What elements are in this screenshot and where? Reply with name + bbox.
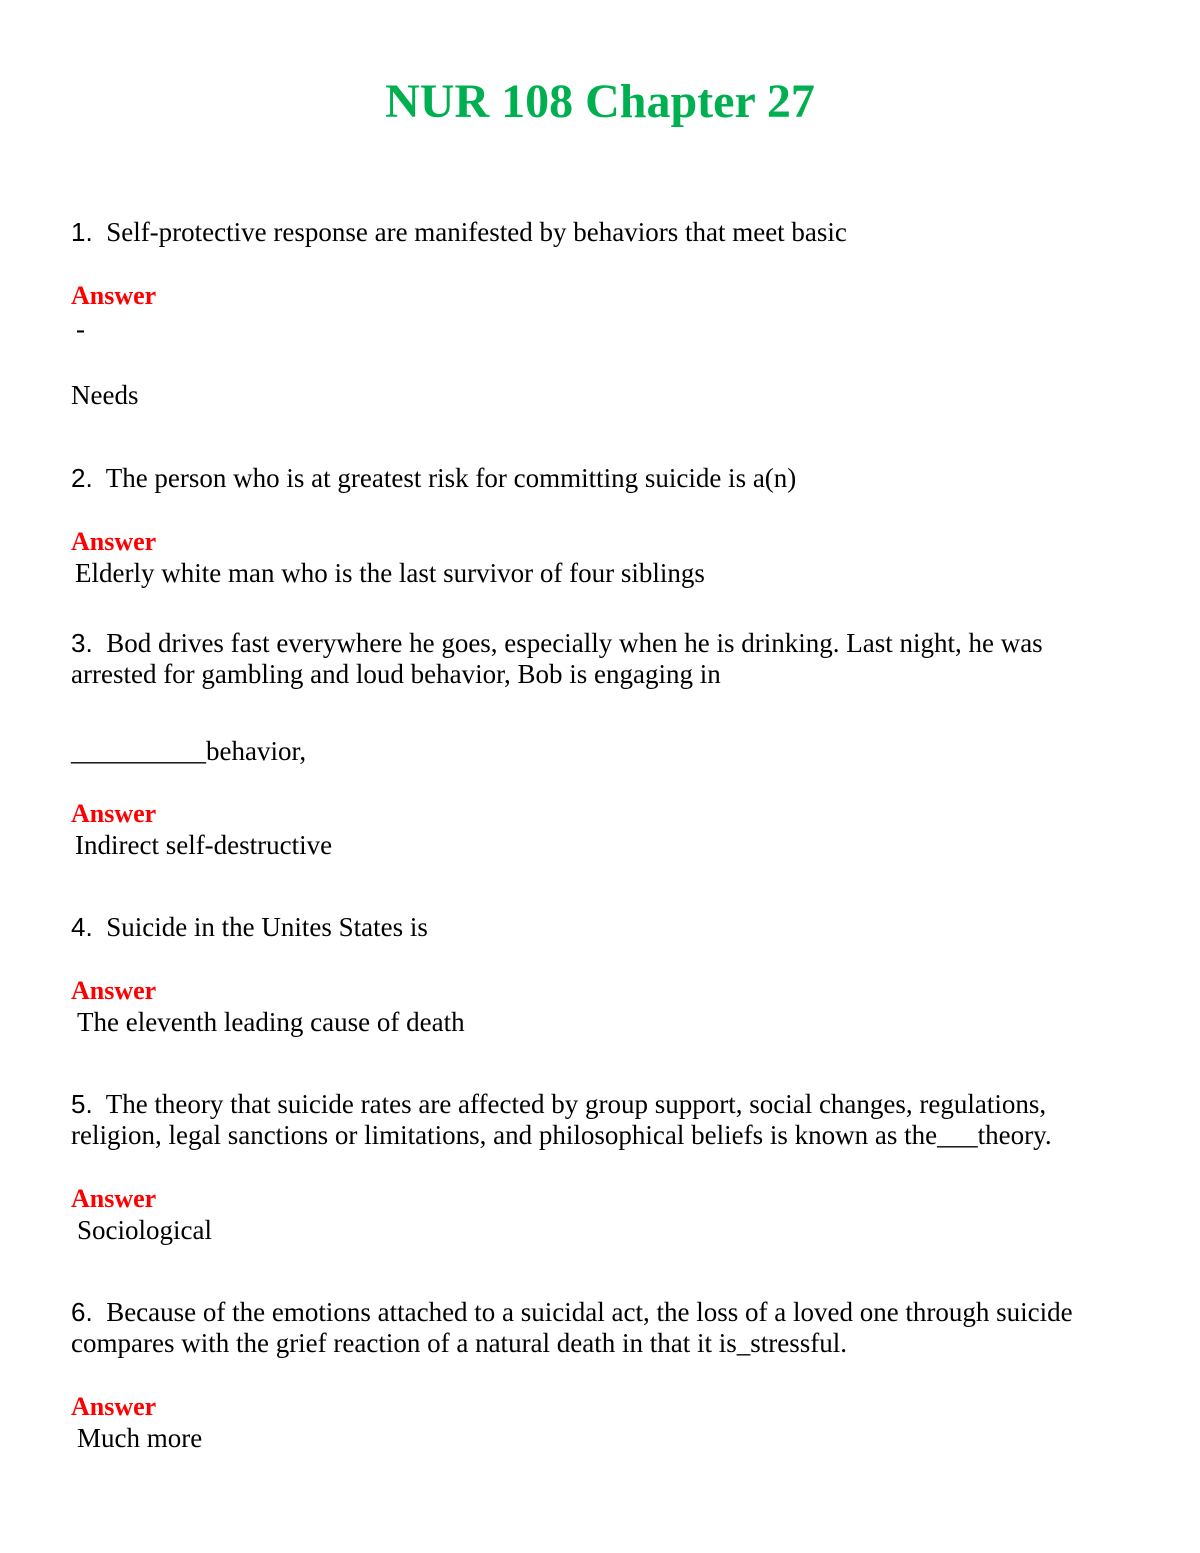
answer-text: Much more: [77, 1423, 203, 1453]
page-title: NUR 108 Chapter 27: [385, 75, 815, 128]
question-number: 6.: [71, 1297, 93, 1327]
question-number: 3.: [71, 628, 93, 658]
question-6: [71, 1297, 1131, 1359]
question-2: [71, 463, 1131, 494]
question-number: 2.: [71, 463, 93, 493]
answer-dash: -: [76, 314, 85, 344]
question-5: [71, 1089, 1131, 1151]
answer-label: Answer: [71, 1392, 157, 1421]
answer-text: Sociological: [77, 1215, 212, 1245]
answer-label: Answer: [71, 799, 157, 828]
question-number: 5.: [71, 1089, 93, 1119]
answer-text: Indirect self-destructive: [75, 830, 333, 860]
answer-label: Answer: [71, 527, 157, 556]
question-text: Bod drives fast everywhere he goes, especially when he is drinking. Last night, he was arrested for gambling and loud behavior, Bob is engaging in: [71, 628, 1043, 689]
answer-label: Answer: [71, 281, 157, 310]
fill-in-blank-line: __________behavior,: [71, 736, 307, 766]
answer-label: Answer: [71, 1184, 157, 1213]
question-1: [71, 217, 1131, 248]
question-text: The theory that suicide rates are affected by group support, social changes, regulations, religion, legal sanctions or limitations, and philosophical beliefs is known as the___theory.: [71, 1089, 1052, 1150]
question-text: Because of the emotions attached to a suicidal act, the loss of a loved one through suicide compares with the grief reaction of a natural death in that it is_stressful.: [71, 1297, 1073, 1358]
answer-text: The eleventh leading cause of death: [77, 1007, 465, 1037]
question-number: 1.: [71, 217, 93, 247]
answer-text: Elderly white man who is the last survivor of four siblings: [75, 558, 705, 588]
question-text: Self-protective response are manifested by behaviors that meet basic: [106, 217, 847, 247]
question-text: The person who is at greatest risk for committing suicide is a(n): [105, 463, 797, 493]
answer-label: Answer: [71, 976, 157, 1005]
question-number: 4.: [71, 912, 93, 942]
question-text: Suicide in the Unites States is: [106, 912, 428, 942]
question-3: [71, 628, 1131, 690]
answer-text: Needs: [71, 380, 139, 410]
question-4: [71, 912, 1131, 943]
